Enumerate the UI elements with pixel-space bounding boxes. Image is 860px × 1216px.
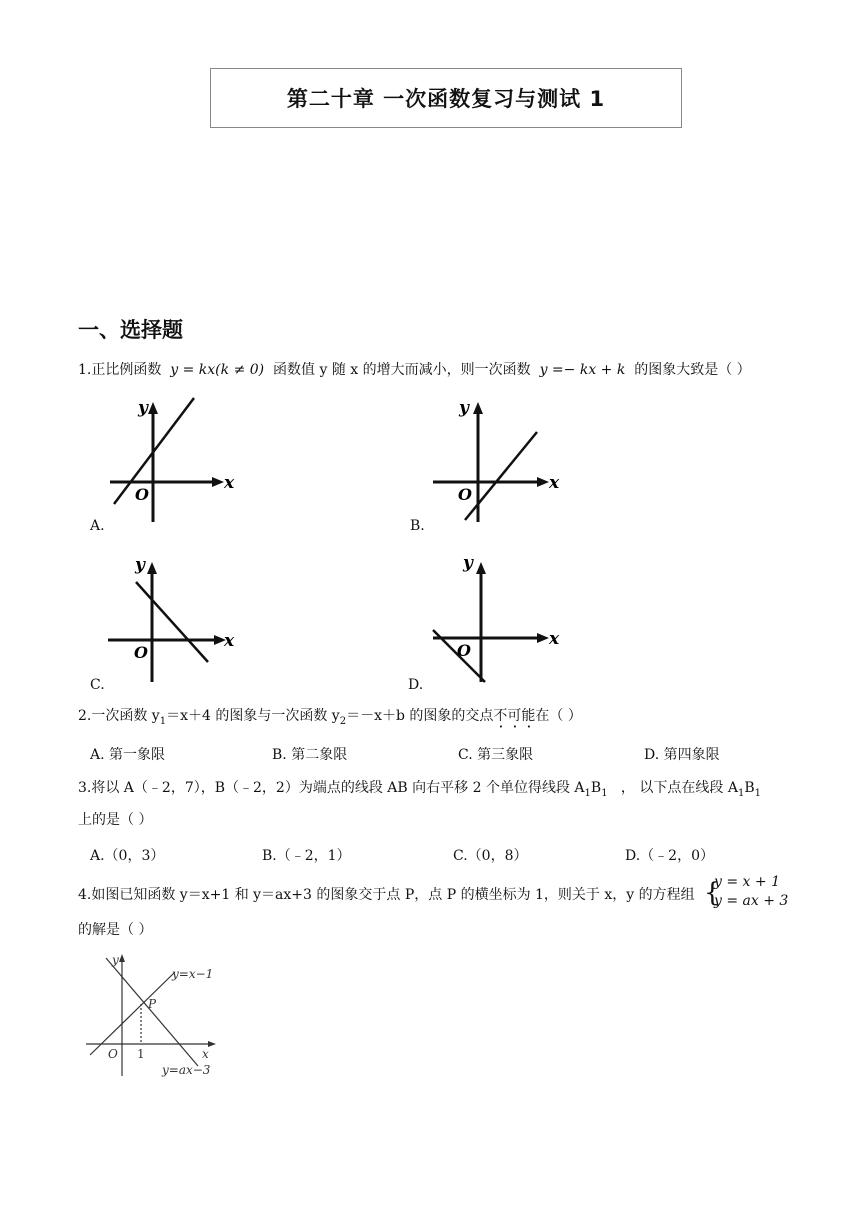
q3-line-2: 上的是（ ） [78, 812, 153, 828]
q3-sub-a: 1 [584, 787, 591, 799]
fig-one-label: 1 [137, 1047, 145, 1061]
q4-figure [80, 950, 230, 1080]
q2-sub2: 2 [339, 715, 347, 727]
q1-graph-a [100, 392, 240, 527]
question-4: 4.如图已知函数 y＝x+1 和 y＝ax+3 的图象交于点 P，点 P 的横坐标为 1，则关于 x，y 的方程组 [78, 887, 695, 903]
page-title: 第二十章 一次函数复习与测试 1 [286, 87, 606, 111]
q3-option-a[interactable]: A.（0，3） [90, 848, 165, 864]
section-heading: 一、选择题 [78, 318, 183, 342]
q3-option-c[interactable]: C.（0，8） [453, 848, 528, 864]
axis-x-label: x [549, 473, 560, 493]
q2-text: 2.一次函数 y [78, 708, 160, 724]
q1-option-a[interactable]: A. [90, 518, 105, 534]
q2-emph-1: 不 [493, 708, 508, 724]
q3-option-d[interactable]: D.（﹣2，0） [625, 848, 714, 864]
fig-line2-label: y=ax−3 [162, 1063, 211, 1077]
q1-math2: y =− kx + k [539, 362, 626, 378]
q1-suffix: 的图象大致是（ ） [634, 362, 751, 378]
q3-text-c: ， 以下点在线段 A [620, 780, 738, 796]
fig-point-p: P [148, 997, 157, 1011]
q1-middle: 函数值 y 随 x 的增大而减小，则一次函数 [273, 362, 531, 378]
q1-option-c[interactable]: C. [90, 677, 105, 693]
axis-x-label: x [549, 629, 560, 649]
q3-text-b: B [590, 780, 602, 796]
axis-x-label: x [224, 473, 235, 493]
q1-prefix: 1.正比例函数 [78, 362, 162, 378]
q4-eq1: y = x + 1 [714, 874, 780, 890]
fig-origin-label: O [108, 1047, 118, 1061]
q2-option-c[interactable]: C. 第三象限 [458, 747, 534, 763]
fig-x-label: x [202, 1047, 209, 1061]
q4-eq2: y = ax + 3 [714, 893, 789, 909]
fig-y-label: y [112, 953, 119, 967]
q1-graph-c [100, 552, 240, 687]
axis-y-label: y [459, 398, 469, 418]
brace-icon: { [704, 878, 721, 908]
origin-label: O [135, 485, 149, 504]
axis-y-label: y [138, 398, 148, 418]
q1-option-b[interactable]: B. [410, 518, 425, 534]
q2-emph-3: 能 [521, 708, 536, 724]
q3-sub-c: 1 [737, 787, 745, 799]
q4-line-2: 的解是（ ） [78, 922, 153, 938]
q1-graph-d [425, 552, 565, 687]
q2-text-after: 在（ ） [535, 708, 582, 724]
q2-text-mid2: ＝－x＋b 的图象的交点 [346, 708, 494, 724]
question-3 [78, 778, 761, 804]
question-2 [78, 706, 582, 732]
q2-option-a[interactable]: A. 第一象限 [90, 747, 166, 763]
q1-math1: y = kx(k ≠ 0) [170, 362, 265, 378]
origin-label: O [134, 643, 148, 662]
origin-label: O [457, 641, 471, 660]
q1-option-d[interactable]: D. [408, 677, 424, 693]
axis-y-label: y [135, 555, 145, 575]
q2-text-mid: ＝x＋4 的图象与一次函数 y [166, 708, 340, 724]
q1-graph-b [425, 392, 565, 527]
axis-x-label: x [224, 631, 235, 651]
q2-option-d[interactable]: D. 第四象限 [644, 747, 720, 763]
q3-option-b[interactable]: B.（﹣2，1） [262, 848, 351, 864]
q2-option-b[interactable]: B. 第二象限 [272, 747, 348, 763]
graph-line [465, 432, 537, 520]
q3-sub-b: 1 [601, 787, 608, 799]
axis-y-label: y [463, 553, 473, 573]
question-1 [78, 360, 751, 380]
origin-label: O [458, 485, 472, 504]
title-box [210, 68, 682, 128]
q2-sub1: 1 [159, 715, 167, 727]
line-y-x-1 [90, 972, 175, 1055]
q3-text-a: 3.将以 A（﹣2，7），B（﹣2，2）为端点的线段 AB 向右平移 2 个单位得线段 A [78, 780, 585, 796]
q2-emph-2: 可 [507, 708, 522, 724]
q3-sub-d: 1 [754, 787, 761, 799]
q3-text-d: B [744, 780, 755, 796]
fig-line1-label: y=x−1 [172, 967, 214, 981]
